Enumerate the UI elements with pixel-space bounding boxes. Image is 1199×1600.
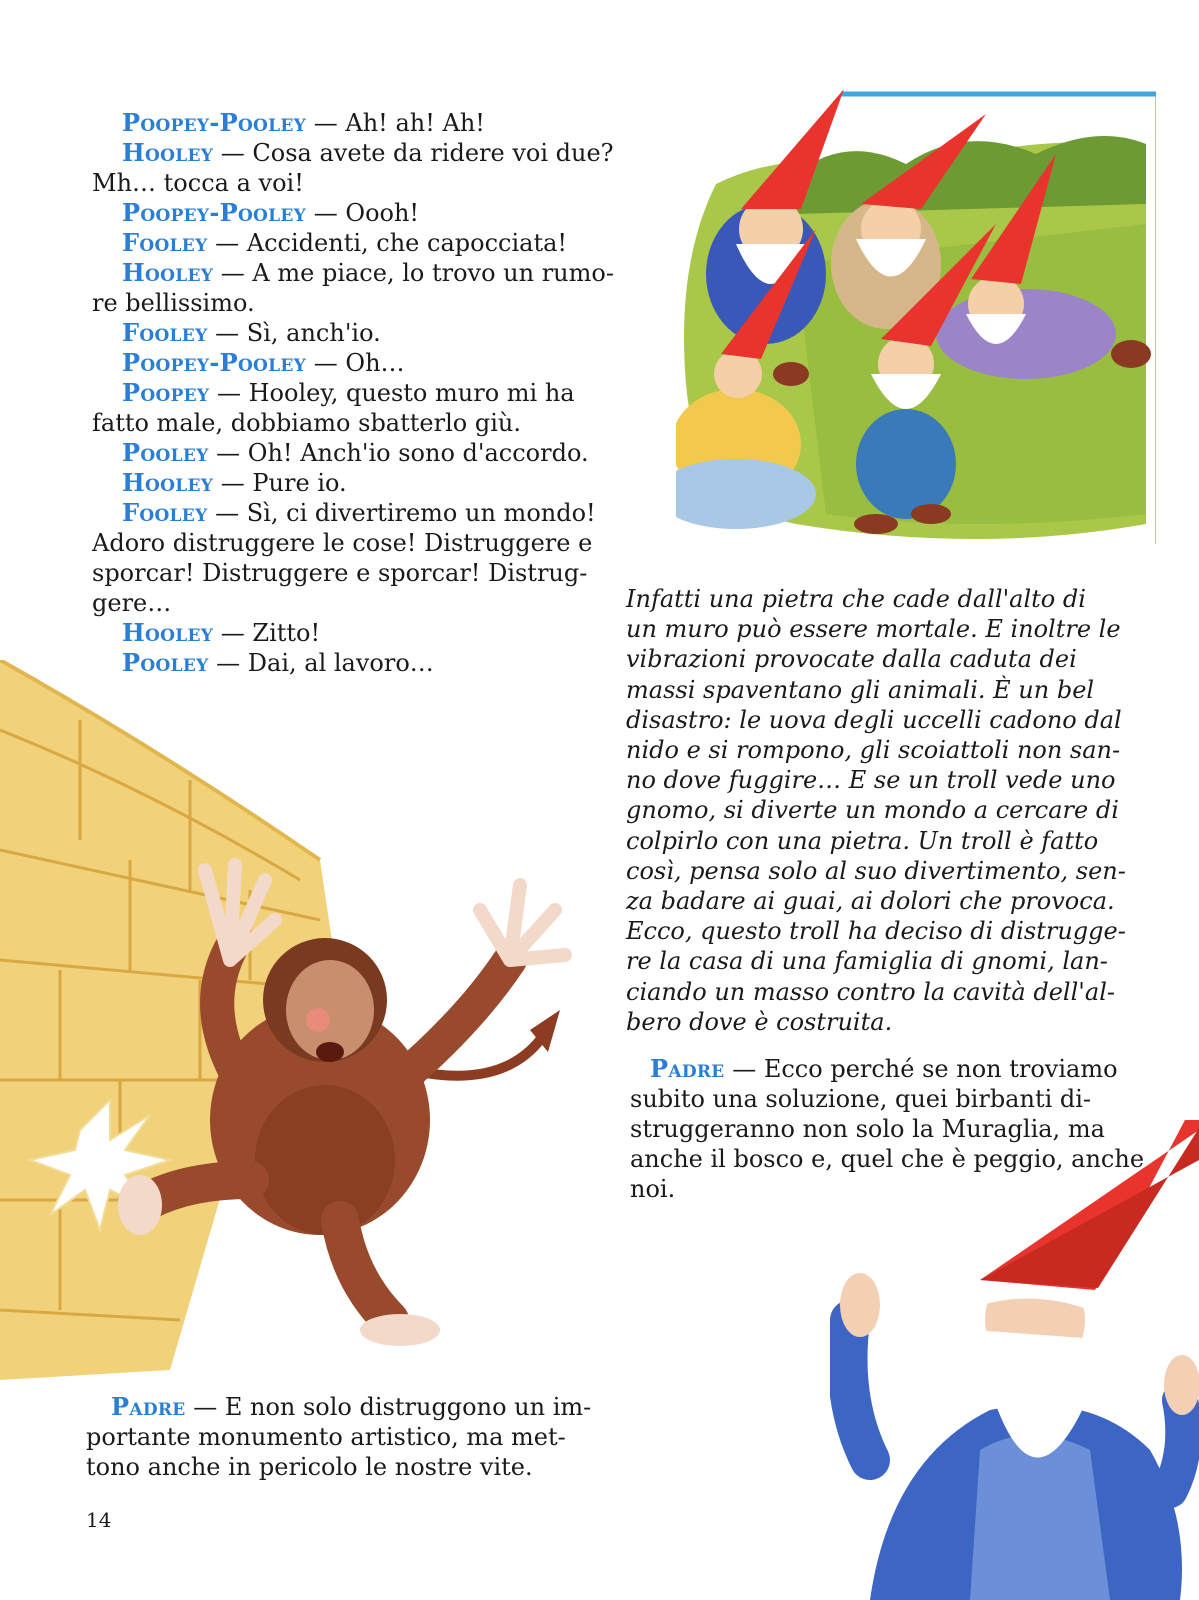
troll-wall-illustration bbox=[0, 660, 580, 1380]
dialogue-line: Fooley — Accidenti, che capocciata! bbox=[122, 228, 568, 257]
gnomes-illustration bbox=[676, 84, 1156, 544]
dialogue-line: Poopey-Pooley — Oh… bbox=[122, 348, 405, 377]
dialogue-line: re bellissimo. bbox=[92, 289, 255, 317]
dialogue-line: Poopey-Pooley — Ah! ah! Ah! bbox=[122, 108, 485, 137]
speaker-name: Pooley bbox=[122, 648, 209, 677]
speaker-name: Hooley bbox=[122, 138, 214, 167]
padre-dialogue-right: Padre — Ecco perché se non troviamo subito una soluzione, quei birbanti di- struggeranno non solo la Muraglia, ma anche il bosco e, quel che è peggio, anche noi. bbox=[630, 1054, 1145, 1203]
speaker-name: Hooley bbox=[122, 468, 214, 497]
speaker-name: Poopey-Pooley bbox=[122, 108, 307, 137]
dialogue-line: Hooley — Pure io. bbox=[122, 468, 347, 497]
speaker-name: Fooley bbox=[122, 498, 208, 527]
speaker-name: Poopey-Pooley bbox=[122, 198, 307, 227]
narration-paragraph: Infatti una pietra che cade dall'alto di un muro può essere mortale. E inoltre le vibrazioni provocate dalla caduta dei massi spaventano gli animali. È un bel disastro: le uova degli uccelli cadono dal nido e si rompono, gli scoiattoli non san- no dove fuggire… E se un troll vede uno gnomo, si diverte un mondo a cercare di colpirlo con una pietra. Un troll è fatto così, pensa solo al suo divertimento, sen- za badare ai guai, ai dolori che provoca. Ecco, questo troll ha deciso di distrugge- re la casa di una famiglia di gnomi, lan- ciando un masso contro la cavità dell'al- bero dove è costruita. bbox=[626, 585, 1126, 1036]
speaker-name: Hooley bbox=[122, 618, 214, 647]
dialogue-line: Pooley — Dai, al lavoro… bbox=[122, 648, 434, 677]
speaker-name: Hooley bbox=[122, 258, 214, 287]
dialogue-line: Pooley — Oh! Anch'io sono d'accordo. bbox=[122, 438, 589, 467]
speaker-name: Padre bbox=[111, 1392, 186, 1421]
dialogue-line: sporcar! Distruggere e sporcar! Distrug- bbox=[92, 559, 588, 587]
dialogue-line: Adoro distruggere le cose! Distruggere e bbox=[92, 529, 593, 557]
speaker-name: Pooley bbox=[122, 438, 209, 467]
dialogue-line: Hooley — Zitto! bbox=[122, 618, 321, 647]
dialogue-line: Poopey — Hooley, questo muro mi ha bbox=[122, 378, 575, 407]
speaker-name: Fooley bbox=[122, 228, 208, 257]
dialogue-line: Fooley — Sì, ci divertiremo un mondo! bbox=[122, 498, 596, 527]
page-number: 14 bbox=[86, 1508, 112, 1532]
dialogue-line: Poopey-Pooley — Oooh! bbox=[122, 198, 420, 227]
dialogue-line: Hooley — A me piace, lo trovo un rumo- bbox=[122, 258, 614, 287]
padre-dialogue-left: Padre — E non solo distruggono un im- portante monumento artistico, ma met- tono anche in pericolo le nostre vite. bbox=[86, 1392, 592, 1481]
speaker-name: Fooley bbox=[122, 318, 208, 347]
dialogue-line: fatto male, dobbiamo sbatterlo giù. bbox=[92, 409, 521, 437]
speaker-name: Poopey-Pooley bbox=[122, 348, 307, 377]
dialogue-line: Hooley — Cosa avete da ridere voi due? bbox=[122, 138, 614, 167]
speaker-name: Padre bbox=[650, 1054, 725, 1083]
speaker-name: Poopey bbox=[122, 378, 210, 407]
dialogue-line: gere… bbox=[92, 589, 172, 617]
dialogue-line: Mh… tocca a voi! bbox=[92, 169, 304, 197]
dialogue-line: Fooley — Sì, anch'io. bbox=[122, 318, 381, 347]
